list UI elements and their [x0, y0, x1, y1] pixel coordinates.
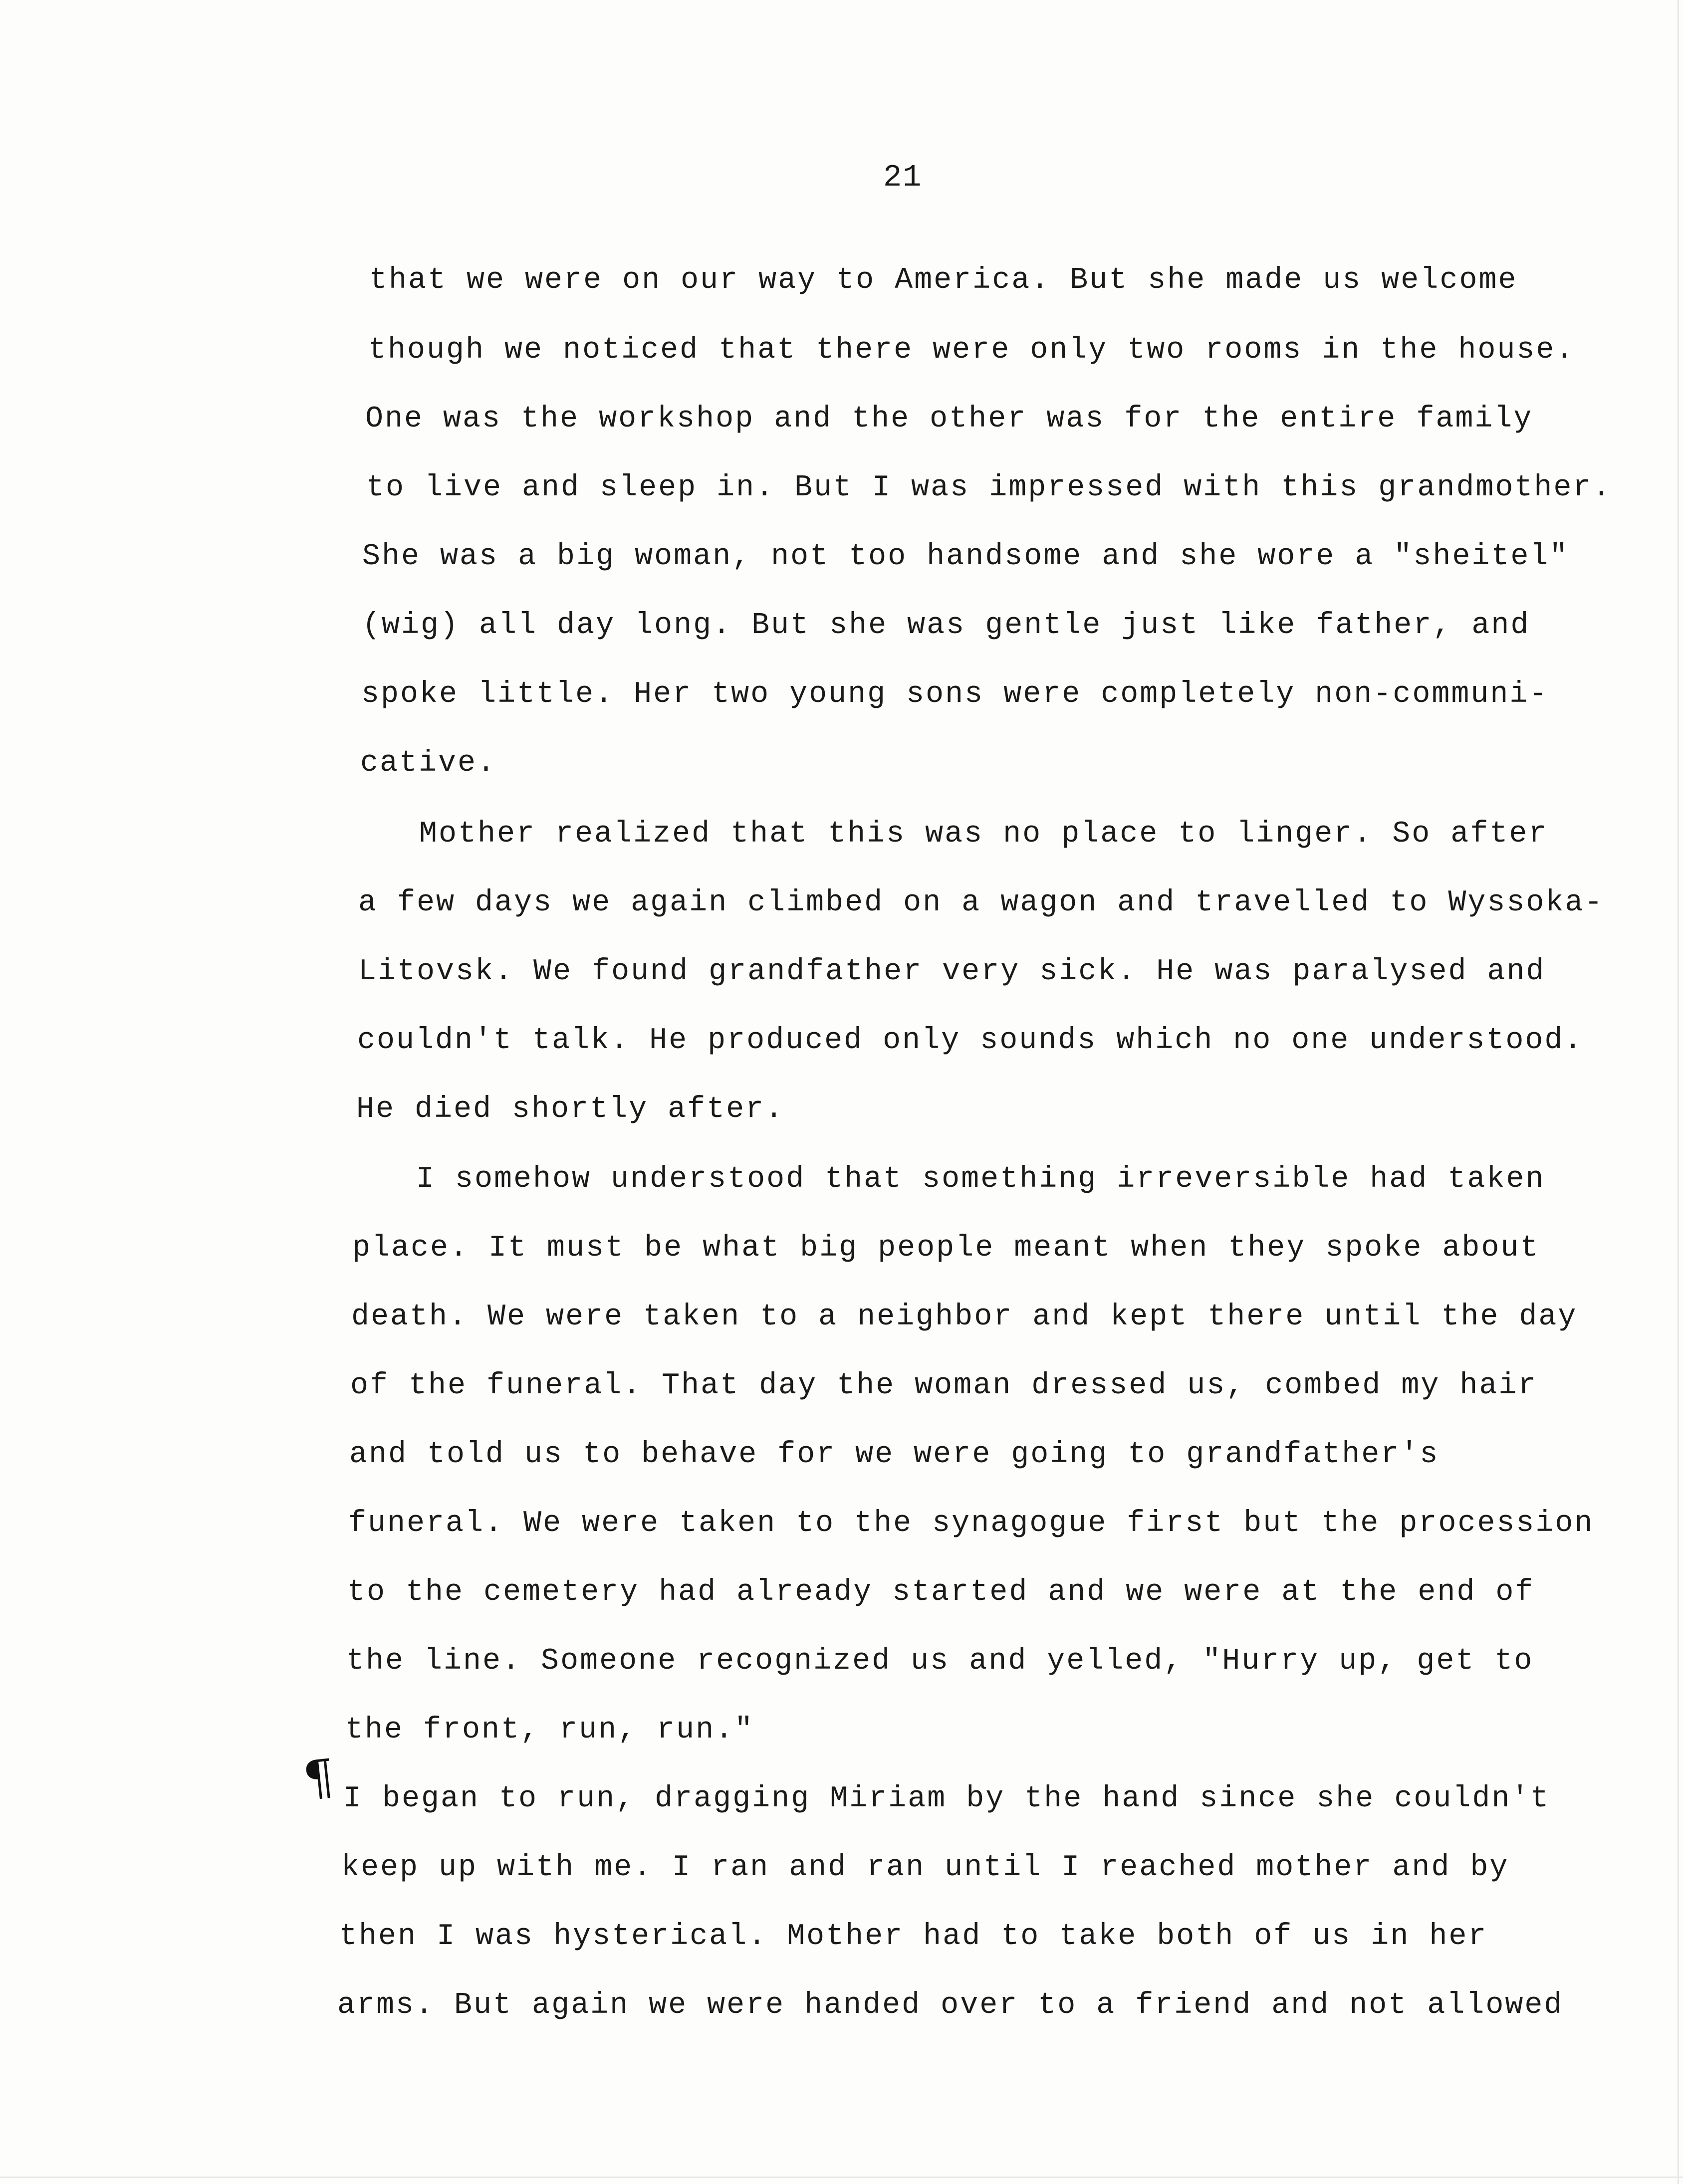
text-line-12: couldn't talk. He produced only sounds which no one understood.: [357, 1024, 1584, 1058]
text-line-6: (wig) all day long. But she was gentle just like father, and: [362, 609, 1530, 643]
page-number: 21: [883, 160, 923, 195]
text-line-16: death. We were taken to a neighbor and kept there until the day: [351, 1300, 1578, 1334]
text-line-24: keep up with me. I ran and ran until I reached mother and by: [341, 1851, 1509, 1885]
text-line-18: and told us to behave for we were going to grandfather's: [349, 1438, 1440, 1472]
text-line-10: a few days we again climbed on a wagon and travelled to Wyssoka-: [358, 886, 1604, 920]
text-line-22: the front, run, run.": [345, 1713, 754, 1747]
text-line-5: She was a big woman, not too handsome and she wore a "sheitel": [362, 540, 1569, 574]
text-line-13: He died shortly after.: [356, 1092, 785, 1126]
text-line-21: the line. Someone recognized us and yelled, "Hurry up, get to: [346, 1644, 1534, 1678]
text-line-19: funeral. We were taken to the synagogue first but the procession: [348, 1507, 1594, 1540]
text-line-14: I somehow understood that something irreversible had taken: [416, 1162, 1545, 1196]
text-line-26: arms. But again we were handed over to a friend and not allowed: [337, 1988, 1564, 2022]
text-line-23: I began to run, dragging Miriam by the hand since she couldn't: [343, 1782, 1550, 1816]
text-line-7: spoke little. Her two young sons were completely non-communi-: [361, 677, 1549, 711]
page-edge-shadow: [1678, 0, 1679, 2184]
text-line-25: then I was hysterical. Mother had to take both of us in her: [339, 1920, 1488, 1954]
text-line-9: Mother realized that this was no place to linger. So after: [419, 817, 1548, 851]
text-line-8: cative.: [360, 746, 497, 780]
text-line-2: though we noticed that there were only two rooms in the house.: [368, 333, 1575, 367]
page-bottom-edge: [0, 2177, 1683, 2178]
handwritten-paragraph-mark: ¶: [300, 1748, 337, 1807]
text-line-4: to live and sleep in. But I was impressed with this grandmother.: [366, 471, 1612, 505]
text-line-15: place. It must be what big people meant when they spoke about: [352, 1231, 1540, 1265]
text-line-20: to the cemetery had already started and we were at the end of: [347, 1575, 1535, 1609]
text-line-11: Litovsk. We found grandfather very sick. He was paralysed and: [358, 955, 1546, 989]
text-line-1: that we were on our way to America. But she made us welcome: [369, 263, 1518, 297]
text-line-3: One was the workshop and the other was for the entire family: [365, 402, 1533, 436]
text-line-17: of the funeral. That day the woman dressed us, combed my hair: [350, 1369, 1538, 1403]
